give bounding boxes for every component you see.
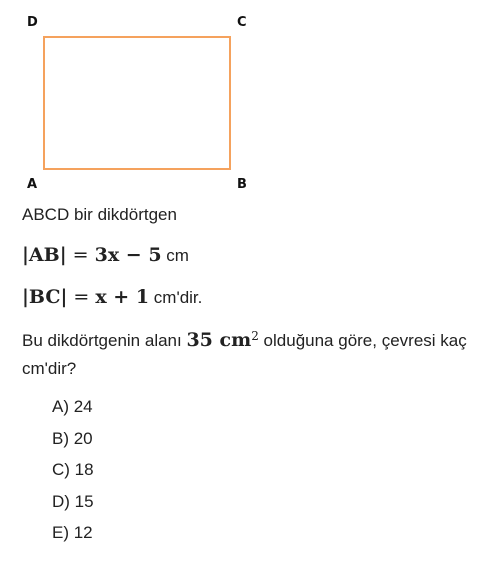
option-b[interactable]: B) 20 [52, 428, 93, 448]
option-d[interactable]: D) 15 [52, 491, 94, 511]
vertex-label-b: B [237, 177, 247, 192]
vertex-label-a: A [27, 177, 38, 192]
bc-unit: cm'dir. [149, 288, 203, 307]
option-e[interactable]: E) 12 [52, 523, 93, 542]
question-after: olduğuna göre, çevresi kaç cm'dir? [22, 331, 467, 378]
bc-expr: x + 1 [95, 286, 150, 308]
problem-intro: ABCD bir dikdörtgen [22, 205, 177, 224]
area-exponent: 2 [251, 329, 259, 343]
vertex-label-c: C [237, 15, 247, 30]
bc-eq: = [67, 286, 96, 308]
ab-lhs: |AB| [22, 244, 67, 266]
ab-expr: 3x − 5 [94, 244, 162, 266]
equation-bc [22, 286, 202, 308]
rectangle-figure [43, 36, 231, 170]
ab-eq: = [66, 244, 95, 266]
equation-ab [22, 244, 189, 266]
option-a[interactable]: A) 24 [52, 397, 93, 416]
question-before: Bu dikdörtgenin alanı [22, 331, 187, 350]
option-c[interactable]: C) 18 [52, 460, 94, 479]
area-value: 35 $cm^2$ [186, 329, 259, 351]
bc-lhs: |BC| [22, 286, 68, 308]
question-text [22, 326, 492, 383]
ab-unit: cm [161, 246, 189, 265]
answer-options [52, 394, 94, 552]
vertex-label-d: D [27, 15, 38, 30]
